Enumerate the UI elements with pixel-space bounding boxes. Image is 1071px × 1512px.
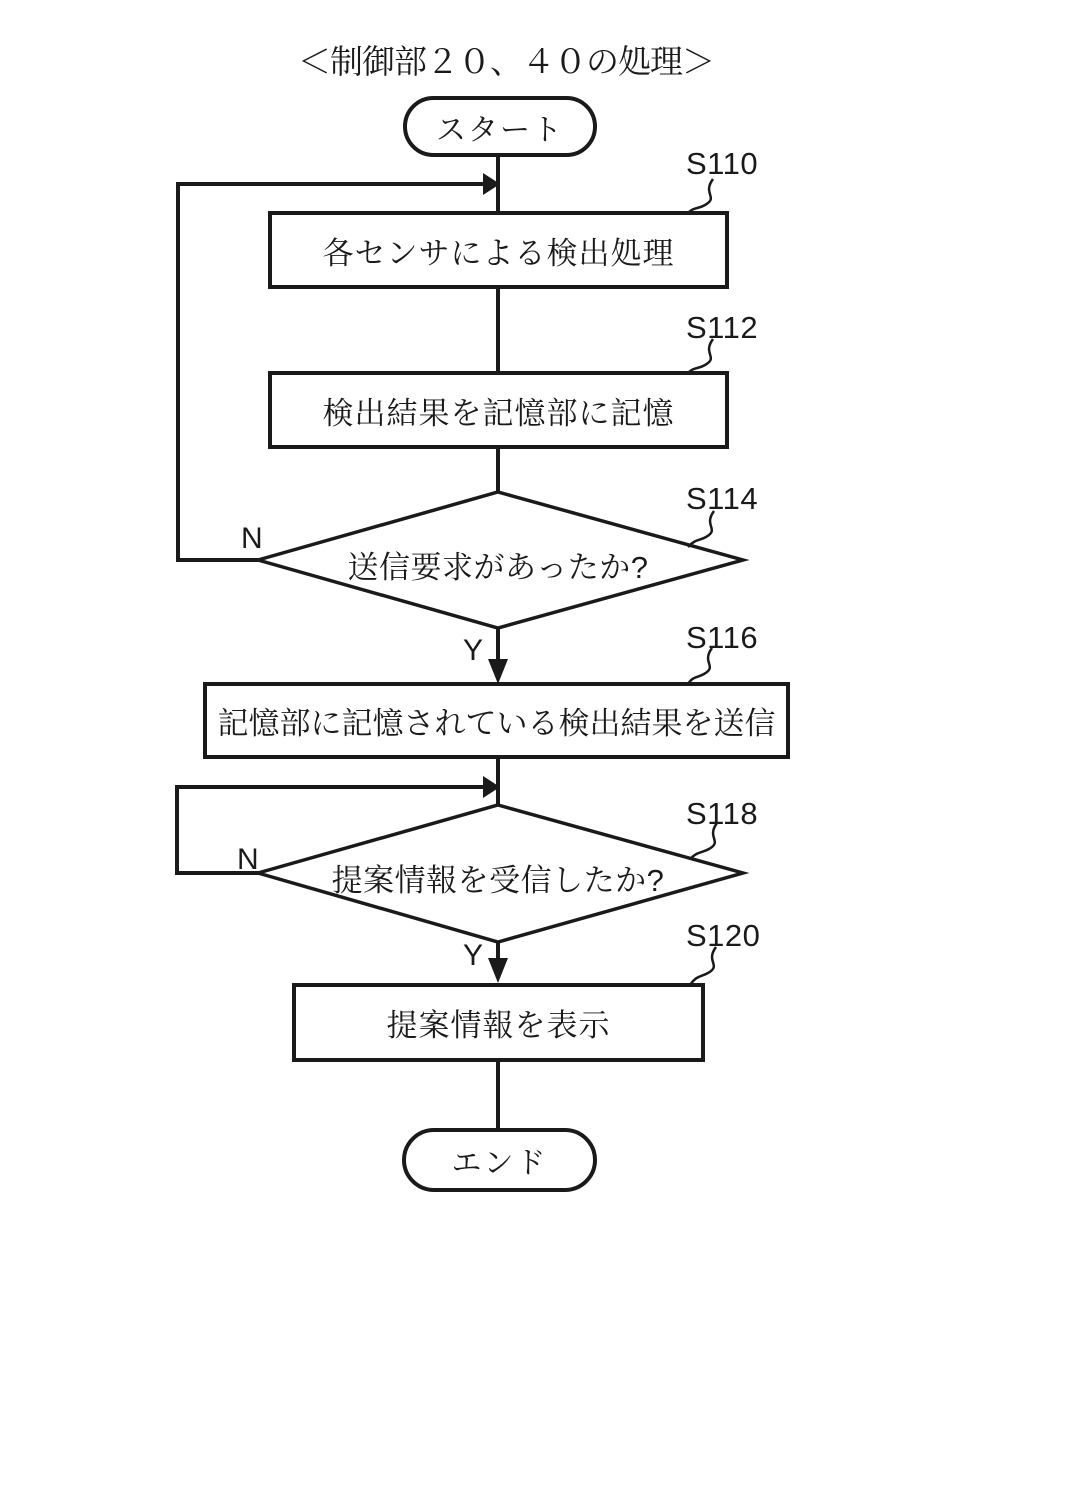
- terminal-start-label: スタート: [436, 113, 564, 147]
- process-box-s120: [292, 983, 705, 1062]
- arrowhead-into-s116-icon: [488, 659, 508, 684]
- step-id-s114: S114: [686, 481, 759, 516]
- branch-no-s114: N: [241, 522, 263, 555]
- process-box-s112: [268, 371, 729, 449]
- step-id-s110: S110: [686, 146, 759, 181]
- process-label-s116: 記憶部に記憶されている検出結果を送信: [217, 706, 776, 741]
- figure-title: ＜制御部２０、４０の処理＞: [298, 43, 714, 80]
- arrowhead-into-s120-icon: [488, 958, 508, 983]
- decision-label-s118: 提案情報を受信したか?: [331, 863, 665, 898]
- branch-no-s118: N: [237, 843, 259, 876]
- terminal-end: [402, 1128, 597, 1192]
- process-label-s120: 提案情報を表示: [386, 1008, 611, 1043]
- step-id-s118: S118: [686, 796, 759, 831]
- terminal-start: [403, 96, 597, 157]
- step-id-s112: S112: [686, 310, 759, 345]
- step-id-s116: S116: [686, 620, 759, 655]
- branch-yes-s114: Y: [463, 634, 484, 667]
- decision-label-s114: 送信要求があったか?: [347, 550, 649, 585]
- process-label-s110: 各センサによる検出処理: [322, 235, 675, 271]
- process-label-s112: 検出結果を記憶部に記憶: [322, 395, 675, 431]
- process-box-s116: [203, 682, 790, 759]
- leader-s110: [688, 179, 713, 213]
- branch-yes-s118: Y: [463, 939, 484, 972]
- step-id-s120: S120: [686, 918, 761, 953]
- terminal-end-label: エンド: [451, 1147, 548, 1180]
- process-box-s110: [268, 211, 729, 289]
